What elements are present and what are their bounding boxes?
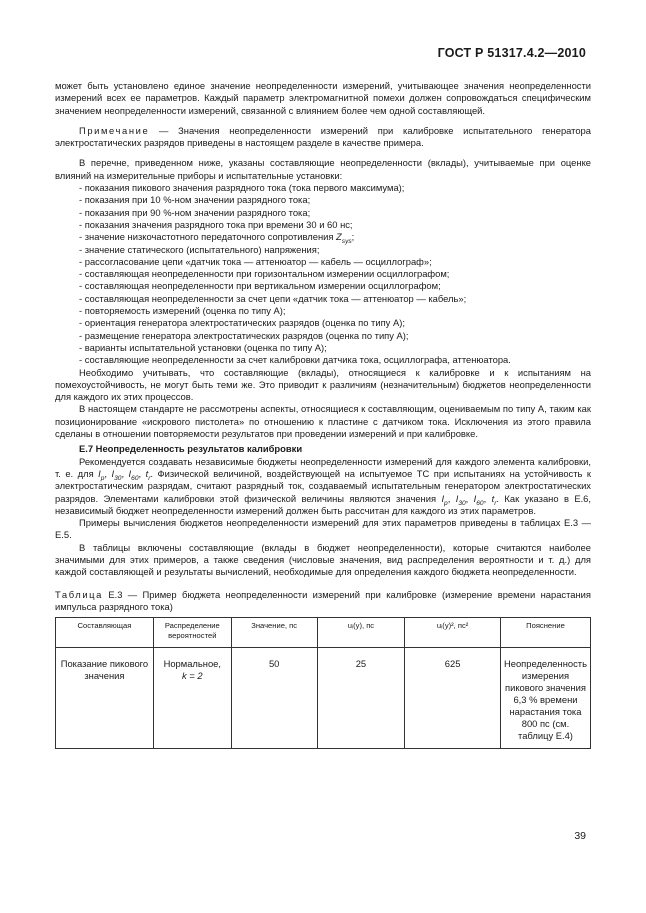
cell-u-squared: 625 xyxy=(405,648,501,749)
section-paragraph-1: Рекомендуется создавать независимые бюджеты неопределенности измерений для каждого элемента калибровки, т. е. для $I_p$, $I_{30}$, $I_{60}$, $t_r$. Физической величиной, воздействующей на испытуемое ТС при испытаниях на устойчивость к электростатическим разрядам, считают разрядный ток, создаваемый испытательным генератором электростатических разрядов. Элементами калибровки этой физической величины являются значения $I_p$, $I_{30}$, $I_{60}$, $t_r$. Как указано в Е.6, независимый бюджет неопределенности измерений должен быть рассчитан для каждого из этих параметров. xyxy=(55,455,592,516)
list-item: - показания при 10 %-ном значении разрядного тока; xyxy=(79,194,311,206)
necessary-paragraph: Необходимо учитывать, что составляющие (вклады), относящиеся к калибровке и к испытаниям на помехоустойчивость, не могут быть теми же. Это приводит к различиям (незначительным) бюджетов неопределенности для каждого их этих процессов. xyxy=(55,366,591,403)
section-heading: Е.7 Неопределенность результатов калибровки xyxy=(79,443,303,455)
note-text: — Значения неопределенности измерений при калибровке испытательного генератора электростатических разрядов приведены в настоящем разделе в качестве примера. xyxy=(55,124,591,149)
table-header-row xyxy=(56,618,591,648)
column-header: Пояснение xyxy=(500,618,590,648)
list-item: - показания значения разрядного тока при времени 30 и 60 нс; xyxy=(79,218,353,230)
document-code: ГОСТ Р 51317.4.2—2010 xyxy=(437,46,586,60)
table-caption xyxy=(55,589,591,614)
cell-component: Показание пикового значения xyxy=(56,648,154,749)
list-item: - ориентация генератора электростатических разрядов (оценка по типу А); xyxy=(79,317,405,329)
list-item: - значение статического (испытательного) напряжения; xyxy=(79,243,320,255)
intro-paragraph: может быть установлено единое значение неопределенности измерений, учитывающее значения неопределенности измерений всех ее параметров. Каждый параметр электромагнитной помехи должен сопровождаться специфическим значением неопределенности измерений, связанной с влиянием более чем одной составляющей. xyxy=(55,80,591,116)
list-item: - составляющая неопределенности при вертикальном измерении осциллографом; xyxy=(79,280,441,292)
standard-scope-paragraph: В настоящем стандарте не рассмотрены аспекты, относящиеся к составляющим, оцениваемым по типу А, таким как позиционирование «искрового пистолета» по отношению к пластине с датчиком тока. Исключения из этого правила сделаны в отношении повторяемости результатов при проведении измерений и при калибровке. xyxy=(55,403,591,440)
list-item: - варианты испытательной установки (оценка по типу А); xyxy=(79,341,327,353)
list-item: - значение низкочастотного передаточного сопротивления $Z_{sys}$; xyxy=(79,231,355,246)
column-header: Распределение вероятностей xyxy=(153,618,231,648)
table-caption-label: Таблица xyxy=(55,588,103,600)
section-paragraph-2: Примеры вычисления бюджетов неопределенности измерений для этих параметров приведены в таблицах Е.3 — Е.5. xyxy=(55,517,591,541)
list-item: - составляющие неопределенности за счет калибровки датчика тока, осциллографа, аттенюатора. xyxy=(79,354,511,366)
note-paragraph xyxy=(55,125,591,150)
list-item: - показания при 90 %-ном значении разрядного тока; xyxy=(79,206,311,218)
list-item: - повторяемость измерений (оценка по типу А); xyxy=(79,305,286,317)
table-row xyxy=(56,648,591,749)
list-item: - размещение генератора электростатических разрядов (оценка по типу А); xyxy=(79,329,409,341)
page-number: 39 xyxy=(574,830,586,842)
cell-distribution: Нормальное, k = 2 xyxy=(153,648,231,749)
list-item: - составляющая неопределенности при горизонтальном измерении осциллографом; xyxy=(79,268,450,280)
note-label: Примечание xyxy=(79,124,150,136)
column-header: uᵢ(y), пс xyxy=(317,618,405,648)
cell-explanation: Неопределенность измерения пикового значения 6,3 % времени нарастания тока 800 пс (см. таблицу Е.4) xyxy=(500,648,590,749)
list-item: - составляющая неопределенности за счет цепи «датчик тока — аттенюатор — кабель»; xyxy=(79,292,467,304)
page-content xyxy=(55,80,591,749)
table-caption-text: Е.3 — Пример бюджета неопределенности измерений при калибровке (измерение времени нарастания импульса разрядного тока) xyxy=(55,588,591,612)
list-item: - рассогласование цепи «датчик тока — аттенюатор — кабель — осциллограф»; xyxy=(79,255,432,267)
contributions-list xyxy=(55,182,591,366)
list-item: - показания пикового значения разрядного тока (тока первого максимума); xyxy=(79,182,405,194)
column-header: uᵢ(y)², пс² xyxy=(405,618,501,648)
cell-value: 50 xyxy=(231,648,317,749)
column-header: Составляющая xyxy=(56,618,154,648)
section-paragraph-3: В таблицы включены составляющие (вклады в бюджет неопределенности), которые считаются наиболее значимыми для этих примеров, а также сведения (числовые значения, вид распределения вероятности и т. д.) для каждой составляющей и результаты вычислений, необходимые для определения каждого бюджета неопределенности. xyxy=(55,541,591,578)
column-header: Значение, пс xyxy=(231,618,317,648)
uncertainty-budget-table xyxy=(55,617,591,749)
cell-u: 25 xyxy=(317,648,405,749)
list-intro: В перечне, приведенном ниже, указаны составляющие неопределенности (вклады), учитываемые при оценке влияний на измерительные приборы и испытательные установки: xyxy=(55,157,591,181)
